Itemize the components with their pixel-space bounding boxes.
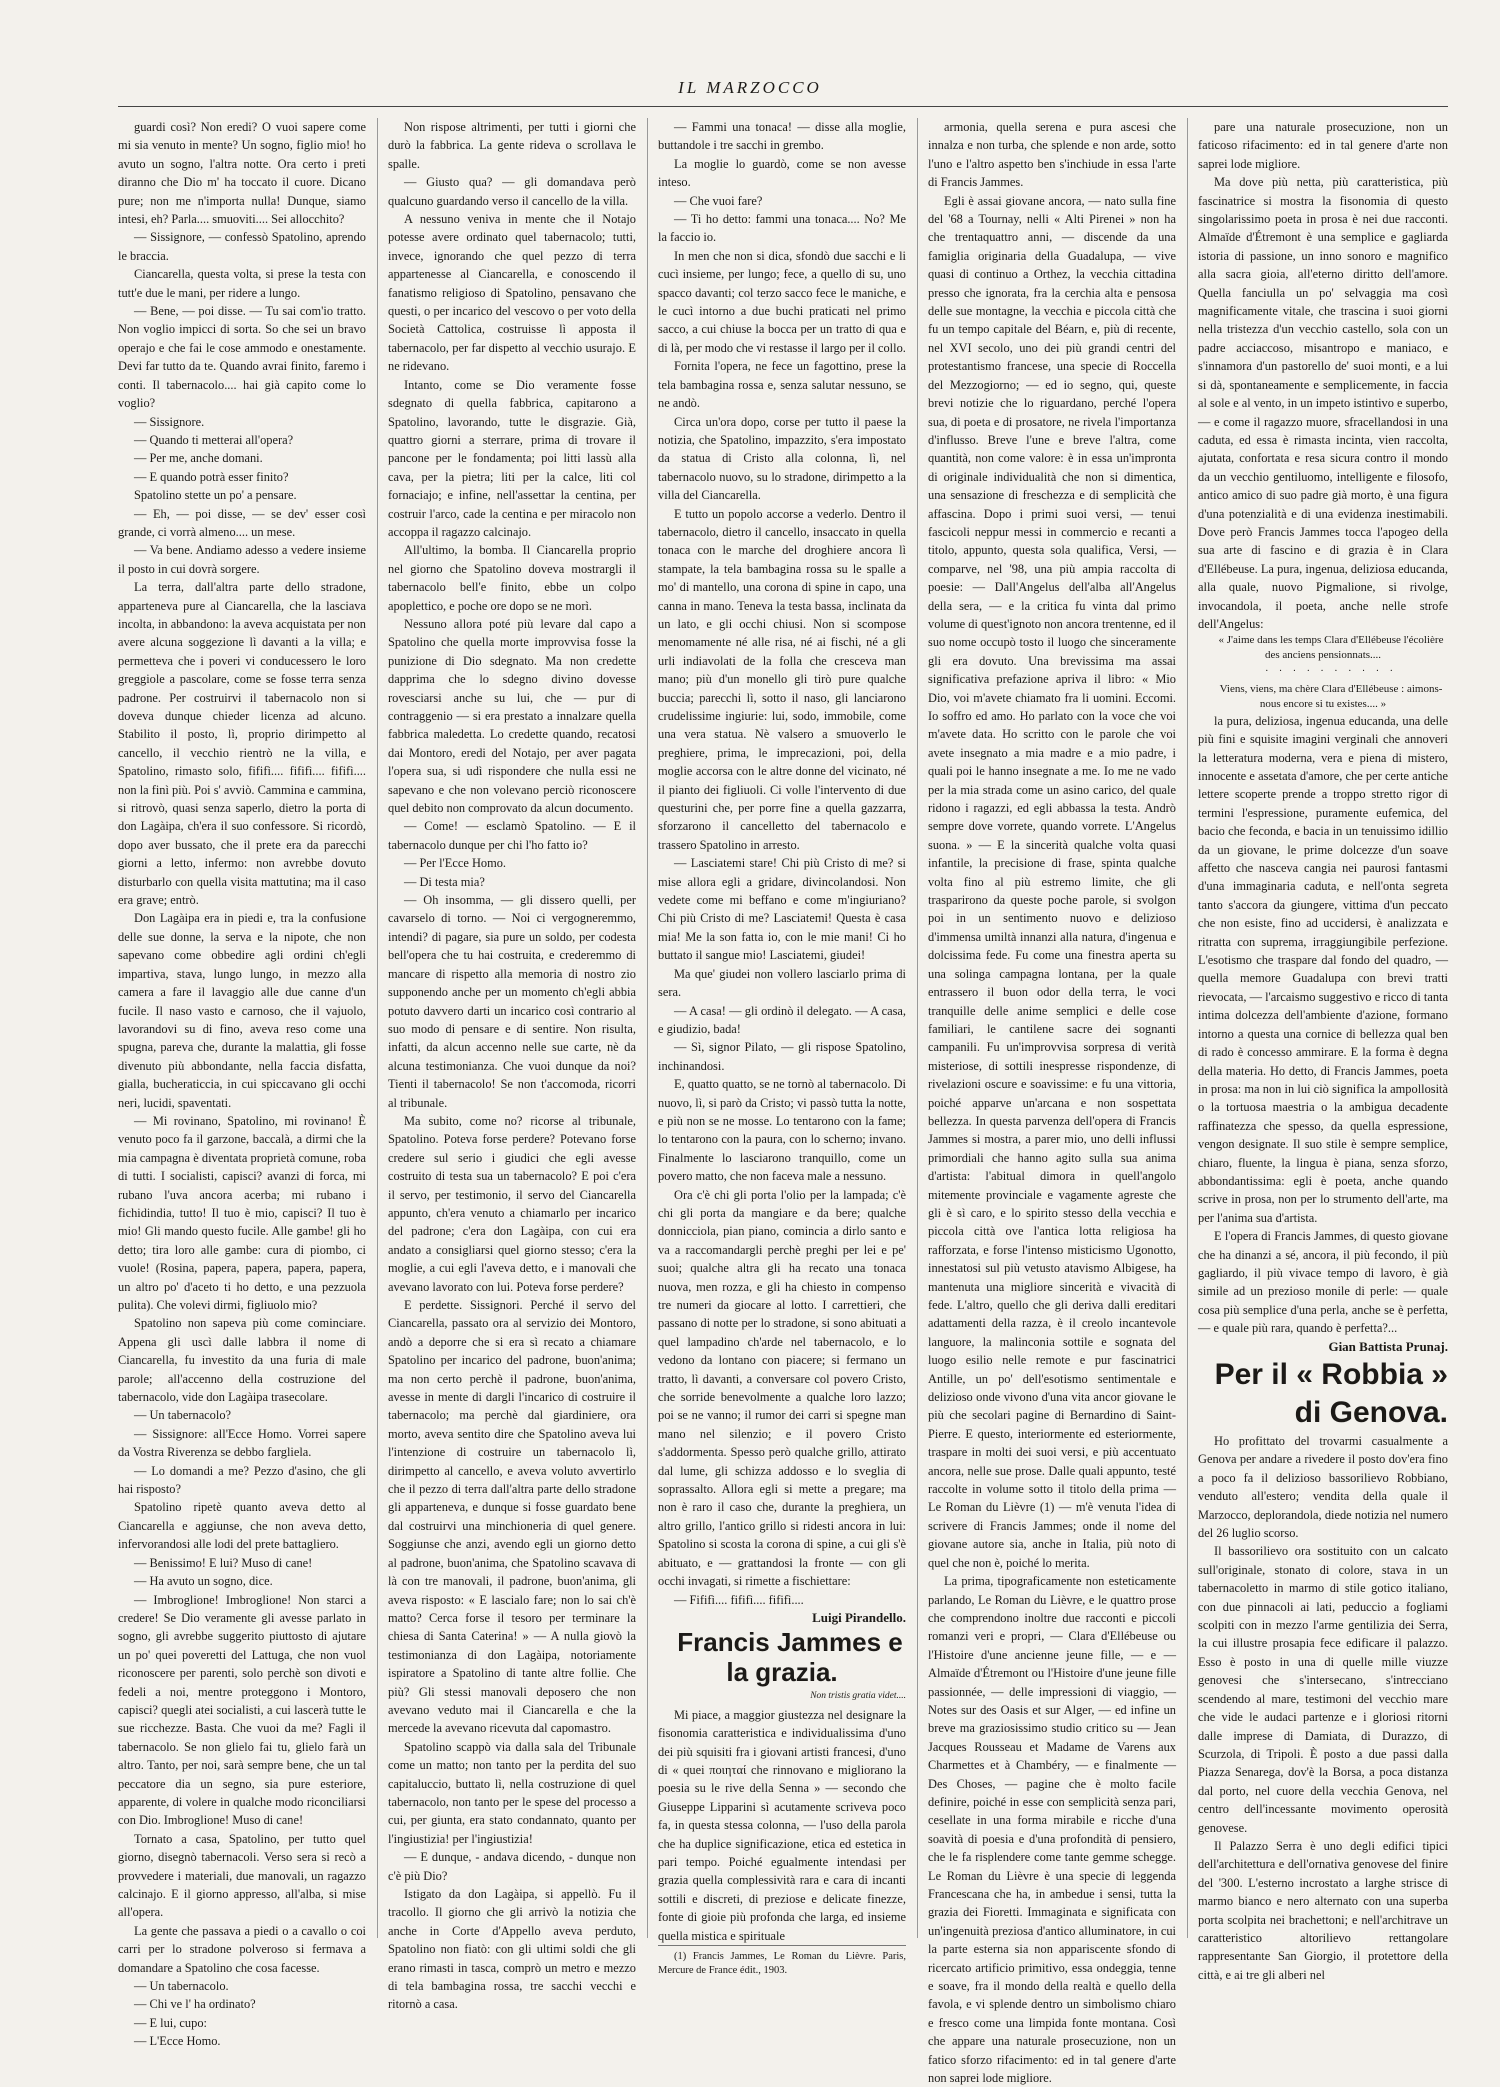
paragraph: — Ha avuto un sogno, dice. [134, 1574, 273, 1589]
paragraph: Ciancarella, questa volta, si prese la testa con tutt'e due le mani, per ridere a lungo. [118, 267, 366, 300]
paragraph: Spatolino non sapeva più come cominciare. Appena gli uscì dalle labbra il nome di Ciancarella, fu investito da una furia di male parole; all'accenno della costruzione del tabernacolo, vide don Lagàipa trasecolare. [118, 1316, 366, 1405]
paragraph: Egli è assai giovane ancora, — nato sulla fine del '68 a Tournay, nelli « Alti Pirenei » non ha che trentaquattro anni, — discende da una famiglia originaria della Guadalupa, — vive quasi di continuo a Orthez, la vecchia cittadina presso che ignorata, fra la cerchia alta e pensosa delle sue montagne, la vecchia e piccola città che fu un tempo capitale del Béarn, e, più di recente, nel XVI secolo, uno dei più grandi centri del protestantismo francese, una specie di Roccella del Mezzogiorno; — ed io segno, qui, queste brevi notizie che lo riguardano, perché l'opera sua, di poeta e di prosatore, ne rivela l'importanza d'influsso. Breve l'une e breve l'altra, come quantità, non come valore: è in essa un'impronta di originale individualità che non si dimentica, una sensazione di freschezza e di semplicità che affascina. Dopo i primi suoi versi, — tenui fascicoli neppur messi in commercio e recanti a titolo, appunto, questa sola qualifica, Versi, — comparve, nel '98, una più ampia raccolta di poesie: — Dall'Angelus dell'alba all'Angelus della sera, — e la critica fu vinta dal primo volume di quest'ignoto non ancora trentenne, ed il suo nome occupò tosto il luogo che sinceramente gli era dovuto. Una brevissima ma assai significativa prefazione apriva il libro: « Mio Dio, voi m'avete chiamato fra li uomini. Eccomi. Io soffro ed amo. Ho parlato con la voce che voi m'avete data. Ho scritto con le parole che voi avete insegnato a mia madre e a mio padre, i quali poi le hanno insegnate a me. Io me ne vado per la mia strada come un asino carico, del quale ridono i ragazzi, ed egli abbassa la testa. Andrò sempre dove vorrete, quando vorrete. L'Angelus suona. » — E la sincerità qualche volta quasi infantile, la precisione di frase, spinta qualche volta fino al più estremo limite, che gli trasparirono da queste poche parole, si svolgon poi in un sentimento nuovo e delizioso d'immensa umiltà innanzi alla natura, d'ingenua e dolcissima fede. Fu come una finestra aperta su una solinga campagna lontana, per la quale entrassero il buon odor della terra, le voci tranquille delle anime semplici e delle cose familiari, le cantilene sacre dei sognanti campanili. Fu un'improvvisa sorpresa di verità misteriose, di sottili inespresse rispondenze, di rivelazioni oscure e soavissime: e fu una vittoria, poiché apparve un'arcana e non sospettata bellezza. In questa parvenza dell'opera di Francis Jammes si mostra, a parer mio, uno delli influssi primordiali che hanno agito sulla sua anima d'artista: l'abitual dimora in quell'angolo mitemente provinciale e vagamente agreste che gli è sì caro, e lo spirito stesso della vecchia e piccola città ove l'antica lotta religiosa ha rafforzata, e forse l'intenso misticismo Ugonotto, innestatosi sul più vetusto atavismo Albigese, ha mantenuta una migliore sincerità e vivacità di fede. L'altro, quello che gli deriva dalli ereditari adattamenti della razza, è il creolo incantevole languore, la malinconia sottile e sognata del luogo esilio nelle remote e pur fascinatrici Antille, un po' dell'esotismo sentimentale e delizioso onde vivono d'una vita ancor giovane le più che secolari pagine di Bernardino di Saint-Pierre. E questo, interiormente ed esteriormente, traspare in molti dei suoi versi, e più accentuato ancora, nelle sue prose. Dalle quali appunto, testé raccolte in volume sotto il titolo della prima — Le Roman du Lièvre (1) — m'è venuta l'idea di scrivere di Francis Jammes; onde il nome del giovane autore sia, anche in Italia, più noto di quel che non è, poiché lo merita. [928, 193, 1176, 1570]
paragraph: — Per me, anche domani. [134, 451, 263, 466]
column-divider [1187, 118, 1188, 1938]
paragraph: — Va bene. Andiamo adesso a vedere insieme il posto in cui dovrà sorgere. [118, 543, 366, 576]
paragraph: — Lasciatemi stare! Chi più Cristo di me? si mise allora egli a gridare, divincolandosi. Non vedete come mi beffano e come m'ingiuriano? Chi più Cristo di me? Lasciatemi! Questa è casa mia! Me la son fatta io, con le mie mani! Ci ho buttato il sangue mio! Lasciatemi, giudei! [658, 856, 906, 963]
paragraph: — Imbroglione! Imbroglione! Non starci a credere! Se Dio veramente gli avesse parlato in sogno, gli avrebbe suggerito piuttosto di ajutare un po' quei poveretti del Lattuga, che non vuol riconoscere per parenti, solo perchè son divoti e fedeli a noi, mentre proteggono i Montoro, capisci? quegli atei socialisti, a cui lascerà tutte le sue ricchezze. Basta. Che vuoi da me? Fagli il tabernacolo. Se non glielo fai tu, glielo farà un altro. Tanto, per noi, sarà sempre bene, che un tal peccatore dia un segno, sia pure esteriore, apparente, di volere in qualche modo riconciliarsi con Dio. Imbroglione! Muso di cane! [118, 1592, 366, 1828]
paragraph: — Eh, — poi disse, — se dev' esser così grande, ci vorrà almeno.... un mese. [118, 506, 366, 539]
column-divider [377, 118, 378, 1938]
paragraph: Ma que' giudei non vollero lasciarlo prima di sera. [658, 966, 906, 1000]
header-rule [118, 106, 1448, 107]
paragraph: Nessuno allora poté più levare dal capo a Spatolino che quella morte improvvisa fosse la punizione di Dio sdegnato. Ma non credette dapprima che lo sdegno divino dovesse rovesciarsi anche su lui, che — pur di contraggenio — si era prestato a innalzare quella fabbrica maledetta. Lo credette quando, recatosi dai Montoro, eredi del Notajo, per aver pagata l'opera sua, si udì rispondere che nulla essi ne sapevano e che non volevano perciò riconoscere quel debito non comprovato da alcun documento. [388, 616, 636, 816]
paragraph: guardi così? Non eredi? O vuoi sapere come mi sia venuto in mente? Un sogno, figlio mio! ho avuto un sogno, l'altra notte. Ora certo i preti diranno che Dio m' ha toccato il cuore. Dicano pure; non me n'importa nulla! Dunque, siamo intesi, eh? Parla.... smuoviti.... Sei allocchito? [118, 120, 366, 227]
paragraph: — A casa! — gli ordinò il delegato. — A casa, e giudizio, bada! [658, 1003, 906, 1036]
paragraph: — Sì, signor Pilato, — gli rispose Spatolino, inchinandosi. [658, 1040, 906, 1073]
verse-quote: « J'aime dans les temps Clara d'Ellébeuse l'écolière des anciens pensionnats.... [1218, 634, 1444, 662]
paragraph: E perdette. Sissignori. Perché il servo del Ciancarella, passato ora al servizio dei Montoro, andò a deporre che si era sì recato a chiamare Spatolino per incarico del padrone, buon'anima; ma non certo perchè il padrone, buon'anima, avesse in mente di dargli l'incarico di costruire il tabernacolo; ma perchè dal giardiniere, ora morto, aveva sentito dire che Spatolino aveva lui l'intenzione di costruire un tabernacolo lì, dirimpetto al cancello, e aveva voluto avvertirlo che il pezzo di terra dall'altra parte dello stradone gli apparteneva, e dunque si fosse guardato bene dal costruirvi una minchioneria di quel genere. Soggiunse che anzi, avendo egli un giorno detto al padrone, buon'anima, che Spatolino scavava di là con tre manovali, il padrone, buon'anima, gli aveva risposto: « E lascialo fare; non lo sai ch'è matto? Cerca forse il tesoro per terminare la chiesa di Santa Caterina! » — A nulla giovò la testimonianza di don Lagàipa, notoriamente ispiratore a Spatolino di tante altre follie. Che più? Gli stessi manovali deposero che non avevano veduto mai il Ciancarella e che la mercede la avevano ricevuta dal capomastro. [388, 1298, 636, 1736]
paragraph: Spatolino scappò via dalla sala del Tribunale come un matto; non tanto per la perdita del suo capitaluccio, buttato lì, nella costruzione di quel tabernacolo, non tanto per le spese del processo a cui, per giunta, era stato condannato, quanto per l'ingiustizia! per l'ingiustizia! [388, 1739, 636, 1846]
page-header: IL MARZOCCO [678, 78, 822, 97]
paragraph: — Quando ti metterai all'opera? [134, 432, 294, 447]
paragraph: — Giusto qua? — gli domandava però qualcuno guardando verso il cancello de la villa. [388, 175, 636, 208]
paragraph: Don Lagàipa era in piedi e, tra la confusione delle sue donne, la serva e la nipote, che non sapevano come obbedire agli ordini ch'egli impartiva, stava, lungo lungo, in mezzo alla camera a fare il lavaggio alle due canne d'un fucile. Il naso vasto e carnoso, che il vajuolo, lavorandovi su di fino, aveva reso come una spugna, pareva che, durante la malattia, gli fosse divenuto più abbondante, nella faccia disfatta, gialla, bucheraticcia, in cui spiccavano gli occhi neri, lucidi, spaventati. [118, 911, 366, 1110]
paragraph: Ma dove più netta, più caratteristica, più fascinatrice si mostra la fisonomia di questo singolarissimo poeta in prosa è nei due racconti. Almaïde d'Étremont è una semplice e gagliarda istoria di passione, un inno sonoro e magnifico alla sacra gioia, all'eterno diritto dell'amore. Quella fanciulla un po' selvaggia ma così magnificamente vitale, che trascina i suoi giorni nella tristezza d'un vecchio castello, sola con un padre acciaccoso, misantropo e maniaco, e s'innamora d'un pastorello de' suoi monti, e a lui si dà, spontaneamente e semplicemente, in faccia al sole e al vento, in un impeto istintivo e superbo, — e come il ragazzo muore, sfracellandosi in una caduta, ed essa è rimasta incinta, vien raccolta, ajutata, confortata e resa sicura contro il mondo da un vecchio gentiluomo, intelligente e filosofo, antico amico di suo padre già morto, è una figura d'una potenzialità e di una evidenza inestimabili. Dove però Francis Jammes tocca l'apogeo della sua arte di fascino e di grazia è in Clara d'Ellébeuse. La pura, ingenua, deliziosa educanda, alla quale, nuovo Pigmalione, si rivolge, invocandola, il poeta, anche nelle strofe dell'Angelus: [1198, 175, 1448, 631]
paragraph: — Un tabernacolo. [134, 1979, 229, 1994]
paragraph: Non rispose altrimenti, per tutti i giorni che durò la fabbrica. La gente rideva o scrollava le spalle. [388, 120, 636, 171]
paragraph: — Che vuoi fare? [674, 193, 763, 208]
paragraph: Spatolino ripetè quanto aveva detto al Ciancarella e aggiunse, che non aveva detto, infervorandosi alle lodi del prete battagliero. [118, 1500, 366, 1552]
paragraph: — Chi ve l' ha ordinato? [134, 1997, 256, 2012]
paragraph: Istigato da don Lagàipa, si appellò. Fu il tracollo. Il giorno che gli arrivò la notizia che anche in Corte d'Appello aveva perduto, Spatolino non fiatò: con gli ultimi soldi che gli erano rimasti in tasca, comprò un metro e mezzo di tela bambagina rossa, tre sacchi vecchi e ritornò a casa. [388, 1887, 636, 2012]
paragraph: — Mi rovinano, Spatolino, mi rovinano! È venuto poco fa il garzone, baccalà, a dirmi che la mia campagna è diventata proprietà comune, roba di tutti. I socialisti, capisci? avanzi di forca, mi rubano l'uva ancora acerba; mi rubano i fichidindia, tutto! Il tuo è mio, capisci? Il tuo è mio! Gli mando questo fucile. Alle gambe! gli ho detto; tira loro alle gambe: cura di piombo, ci vuole! (Rosina, papera, papera, papera, papera, un altro po' d'aceto ti ho detto, e una pezzuola pulita). Che volevi dirmi, figliuolo mio? [118, 1113, 366, 1312]
paragraph: — Fammi una tonaca! — disse alla moglie, buttandole i tre sacchi in grembo. [658, 120, 906, 153]
paragraph: Circa un'ora dopo, corse per tutto il paese la notizia, che Spatolino, impazzito, s'era impostato da statua di Cristo alla colonna, lì, nel tabernacolo nuovo, su lo stradone, dirimpetto a la villa del Ciancarella. [658, 414, 906, 503]
column-divider [917, 118, 918, 1938]
paragraph: — Lo domandi a me? Pezzo d'asino, che gli hai risposto? [118, 1463, 366, 1497]
ellipsis-divider: · · · · · · · · · · [1265, 666, 1397, 678]
paragraph: Spatolino stette un po' a pensare. [134, 488, 297, 503]
paragraph: — Un tabernacolo? [134, 1408, 232, 1423]
verse-quote: Viens, viens, ma chère Clara d'Ellébeuse : aimons-nous encore si tu existes.... » [1219, 682, 1443, 710]
paragraph: Intanto, come se Dio veramente fosse sdegnato di quella fabbrica, capitarono a Spatolino, lavorando, tutte le disgrazie. Già, quattro giorni a sterrare, prima di trovare il pancone per le fondamenta; poi litti lassù alla cava, per la pietra; liti per la calce, liti col fornaciajo; e infine, nell'assettar la centina, per costruir l'arco, cade la centina e per miracolo non accoppa il ragazzo calcinajo. [388, 377, 636, 539]
signature: Luigi Pirandello. [812, 1609, 906, 1625]
paragraph: La terra, dall'altra parte dello stradone, apparteneva pure al Ciancarella, che la lasciava incolta, in abbandono: la aveva acquistata per non avere alcuna soggezione lì davanti a la villa; e permetteva che i poveri vi conducessero le loro greggiole a pascolare, come se fosse terra senza padrone. Per costruirvi il tabernacolo non si doveva dunque chieder licenza ad alcuno. Stabilito il posto, lì, proprio dirimpetto al cancello, il vecchio rientrò ne la villa, e Spatolino, rimasto solo, fififì.... fififì.... fififì.... non la finì più. Poi s' avviò. Cammina e cammina, si ritrovò, quasi senza saperlo, dietro la porta di don Lagàipa, ch'era il suo confessore. Si ricordò, dopo aver bussato, che il prete era da parecchi giorni a letto, infermo: non avrebbe dovuto disturbarlo con quella visita mattutina; ma il caso era grave; entrò. [118, 580, 366, 908]
epigraph: Non tristis gratia videt.... [810, 1691, 906, 1702]
paragraph: Mi piace, a maggior giustezza nel designare la fisonomia caratteristica e individualissima d'uno dei più squisiti fra i giovani artisti francesi, d'uno di « quei ποιηταί che rinnovano e migliorano la poesia su le rive della Senna » — secondo che Giuseppe Lipparini sì acutamente scriveva poco fa, in questa stessa colonna, — l'uso della parola che ha duplice significazione, etica ed estetica in pari tempo. Poiché egualmente intendasi per grazia quella complessività rara e cara di incanti sottili e discreti, di preziose e delicate finezze, fonte di gioie più profonda che larga, ed insieme quella mistica e spirituale [658, 1707, 906, 1943]
column-5 [1198, 118, 1448, 1982]
column-1 [118, 118, 366, 2049]
article-title: Per il « Robbia » di Genova. [1214, 1358, 1448, 1429]
paragraph: — E quando potrà esser finito? [134, 469, 289, 484]
paragraph: In men che non si dica, sfondò due sacchi e li cucì insieme, per lungo; fece, a quello di su, uno spacco davanti; col terzo sacco fece le maniche, e le cucì intorno a due buchi praticati nel primo sacco, a cui chiuse la bocca per un tratto di qua e di là, per modo che vi restasse il largo per il collo. [658, 248, 906, 355]
paragraph: Ora c'è chi gli porta l'olio per la lampada; c'è chi gli porta da mangiare e da bere; qualche donnicciola, pian piano, comincia a dirlo santo e va a raccomandargli perchè preghi per lei e pe' suoi; qualche altra gli ha recato una tonaca nuova, men rozza, e gli ha chiesto in compenso tre numeri da giocare al lotto. I carrettieri, che passano di notte per lo stradone, si sono abituati a quel lampadino ch'arde nel tabernacolo, e lo vedono da lontano con piacere; si fermano un tratto, lì davanti, a conversare col povero Cristo, che sorride benevolmente a qualche loro lazzo; poi se ne vanno; il rumor dei carri si spegne man mano nel silenzio; e il povero Cristo s'addormenta. Spesso però qualche grillo, attirato dal lume, gli schizza addosso e lo sveglia di soprassalto. Allora egli si mette a pregare; ma non è raro il caso che, durante la preghiera, un altro grillo, l'antico grillo si ridesti ancora in lui: Spatolino si scosta la corona di spine, a cui gli s'è abituato, e — grattandosi la fronte — con gli occhi invagati, si rimette a fischiettare: [658, 1187, 906, 1589]
paragraph: armonia, quella serena e pura ascesi che innalza e non turba, che splende e non arde, sotto l'uno e l'altro aspetto ben s'inchiude in essa l'arte di Francis Jammes. [928, 120, 1176, 190]
paragraph: — Benissimo! E lui? Muso di cane! [134, 1555, 313, 1570]
paragraph: — Sissignore. [134, 414, 205, 429]
paragraph: La moglie lo guardò, come se non avesse inteso. [658, 156, 906, 190]
paragraph: E l'opera di Francis Jammes, di questo giovane che ha dinanzi a sé, ancora, il più fecondo, il più gagliardo, il più vivace tempo di lavoro, è già simile ad un prezioso monile di perle: — quale cosa più semplice d'una perla, anche se è perfetta, — e quale più rara, quando è perfetta?... [1198, 1229, 1448, 1336]
paragraph: — Come! — esclamò Spatolino. — E il tabernacolo dunque per chi l'ho fatto io? [388, 819, 636, 852]
paragraph: — Ti ho detto: fammi una tonaca.... No? Me la faccio io. [658, 212, 906, 245]
paragraph: La gente che passava a piedi o a cavallo o coi carri per lo stradone polveroso si fermava a domandare a Spatolino che cosa facesse. [118, 1923, 366, 1975]
paragraph: Fornita l'opera, ne fece un fagottino, prese la tela bambagina rossa e, senza salutar nessuno, se ne andò. [658, 359, 906, 411]
paragraph: E, quatto quatto, se ne tornò al tabernacolo. Di nuovo, lì, si parò da Cristo; vi passò tutta la notte, e più non se ne mosse. Lo tentarono con la fame; lo tentarono con la paura, con lo scherno; invano. Finalmente lo lasciarono tranquillo, come un povero matto, che non faceva male a nessuno. [658, 1077, 906, 1184]
paragraph: — Fififì.... fififì.... fififì.... [674, 1592, 804, 1607]
paragraph: — Oh insomma, — gli dissero quelli, per cavarselo di torno. — Noi ci vergogneremmo, intendi? di pagare, sia pure un soldo, per codesta bell'opera che tu hai costruita, e crederemmo di mancare di rispetto alla memoria di nostro zio supponendo anche per un momento ch'egli abbia potuto davvero darti un incarico così contrario al suo modo di pensare e di sentire. Non risulta, infatti, da alcun accenno nelle sue carte, nè da alcuna testimonianza. Che vuoi dunque da noi? Tienti il tabernacolo! Se non t'accomoda, ricorri al tribunale. [388, 893, 636, 1110]
signature: Gian Battista Prunaj. [1328, 1338, 1448, 1354]
paragraph: — Bene, — poi disse. — Tu sai com'io tratto. Non voglio impicci di sorta. So che sei un bravo operajo e che fai le cose ammodo e onestamente. Devi far tutto da te. Quando avrai finito, faremo i conti. Il tabernacolo.... hai già capito come lo voglio? [118, 304, 366, 411]
page-columns [118, 118, 1448, 2086]
paragraph: pare una naturale prosecuzione, non un faticoso rifacimento: ed in tal genere d'arte non saprei lode migliore. [1198, 120, 1448, 171]
paragraph: La prima, tipograficamente non esteticamente parlando, Le Roman du Lièvre, e le quattro prose che comprendono inoltre due racconti e piccoli romanzi veri e propri, — Clara d'Ellébeuse ou l'Histoire d'une ancienne jeune fille, — e — Almaïde d'Étremont ou l'Histoire d'une jeune fille passionnée, — delle impressioni di viaggio, — Notes sur des Oasis et sur Alger, — ed infine un breve ma graziosissimo studio critico su — Jean Jacques Rousseau et Madame de Varens aux Charmettes et à Chambéry, — e finalmente — Des Choses, — pagine che è molto facile definire, poiché in esse con semplicità senza pari, cesellate in una forma mirabile e ricche d'una soavità di poesia e d'una profondità di pensiero, che le fa risplendere come tante gemme schegge. Le Roman du Lièvre è una specie di leggenda Francescana che ha, in ambedue i sensi, tutta la grazia dei Fioretti. Immaginata e significata con un'ingenuità preziosa d'antico alluminatore, in cui la parte esterna sia non appariscente sfondo di ricercato artificio primitivo, essa ondeggia, tenne e soave, fra il mondo della realtà e quello della favola, e vi splende dentro un simbolismo chiaro e fresco come una limpida fonte montana. Così che appare una naturale prosecuzione, non un fatico sforzo rifacimento: ed in tal genere d'arte non saprei lode migliore. [928, 1574, 1176, 2086]
column-2 [388, 118, 636, 2012]
paragraph: Ho profittato del trovarmi casualmente a Genova per andare a rivedere il posto dov'era fino a poco fa il delizioso bassorilievo Robbiano, venduto all'estero; vendita della quale il Marzocco, deplorandola, diede notizia nel numero del 26 luglio scorso. [1198, 1434, 1448, 1541]
paragraph: Il bassorilievo ora sostituito con un calcato sull'originale, stonato di colore, stava in un tabernacoletto in marmo di stile gotico italiano, con due pinnacoli ai lati, peduccio a fogliami scolpiti con in mezzo l'arme gentilizia dei Serra, la cui illustre prosapia fece edificare il palazzo. Esso è posto in una di quelle mille viuzze genovesi che s'intersecano, s'intrecciano scendendo al mare, testimoni del vecchio mare che vide le audaci partenze e i gloriosi ritorni dalle imprese di Damiata, di Durazzo, di Scurzola, di Tripoli. È posto a due passi dalla Piazza Senarega, dov'è la Borsa, a poca distanza dal porto, nel cuore della vecchia Genova, nel centro dell'incessante movimento operosità genovese. [1198, 1544, 1448, 1835]
paragraph: All'ultimo, la bomba. Il Ciancarella proprio nel giorno che Spatolino doveva mostrargli il tabernacolo bell'e finito, ebbe un colpo apoplettico, e poche ore dopo se ne morì. [388, 543, 636, 613]
paragraph: — E dunque, - andava dicendo, - dunque non c'è più Dio? [388, 1850, 636, 1883]
paragraph: Tornato a casa, Spatolino, per tutto quel giorno, disegnò tabernacoli. Verso sera si recò a provvedere i materiali, due manovali, un ragazzo calcinajo. E il giorno appresso, all'alba, si mise all'opera. [118, 1831, 366, 1920]
paragraph: la pura, deliziosa, ingenua educanda, una delle più fini e squisite imagini verginali che annoveri la letteratura moderna, vera e piena di mistero, innocente e assetata d'amore, che per certe antiche lettere scoperte prende a troppo stretto rigor di termini l'espressione, puramente eufemica, del bacio che feconda, e bacia in un tenuissimo idillio da un giovane, le prime dolcezze d'un soave affetto che nasceva cangia nei paurosi fantasmi d'una immaginaria caduta, e nell'onta segreta tanto s'accora da giungere, vittima d'un peccato che non esiste, fino ad uccidersi, è analizzata e ritratta con suprema, irraggiungibile perfezione. L'esotismo che traspare dal fondo del quadro, — quella memore Guadalupa con brevi tratti rievocata, — l'arcaismo suggestivo e ricco di tanta intima dolcezza dell'ambiente d'azione, formano intorno a questa una cornice di bellezza qual ben di rado è concesso ammirare. E la forma è degna della materia. Ho detto, di Francis Jammes, poeta in prosa: ma non in lui ciò significa la ampollosità o la tortuosa maestria o la ambigua decadente raffinatezza che spesso, da quella espressione, vengon designate. Il suo stile è sempre semplice, chiaro, fluente, la lingua è piana, senza sforzo, abbondantissima: egli è poeta, anche quando scrive in prosa, non per lo strumento dell'arte, ma per l'anima sua d'artista. [1198, 713, 1448, 1225]
paragraph: A nessuno veniva in mente che il Notajo potesse avere ordinato quel tabernacolo; tutti, invece, ignorando che quel pezzo di terra appartenesse al Ciancarella, e conoscendo il fanatismo religioso di Spatolino, pensavano che questi, o per incarico del vescovo o per voto della Società Cattolica, costruisse lì apposta il tabernacolo, per far dispetto al vecchio usurajo. E ne ridevano. [388, 212, 636, 374]
column-4 [928, 118, 1176, 2086]
paragraph: — Per l'Ecce Homo. [404, 856, 507, 871]
column-3 [658, 118, 906, 1976]
footnote: (1) Francis Jammes, Le Roman du Lièvre. Paris, Mercure de France édit., 1903. [658, 1945, 906, 1978]
paragraph: E tutto un popolo accorse a vederlo. Dentro il tabernacolo, dietro il cancello, insaccato in quella tonaca con le marche del droghiere ancora lì stampate, la tela bambagina rossa su le spalle a mo' di mantello, una corona di spine in capo, una canna in mano. Teneva la testa bassa, inclinata da un lato, e gli occhi chiusi. Non si scompose menomamente né alle risa, né ai fischi, né a gli urli indiavolati de la folla che cresceva man mano; più d'un monello gli tirò pure qualche buccia; parecchi lì, sotto il naso, gli lanciarono crudelissime ingiurie: lui, sodo, immobile, come una vera statua. Nè valsero a smuoverlo le preghiere, prima, le imprecazioni, poi, della moglie accorsa con le altre donne del vicinato, né il pianto dei figliuoli. Ci volle l'intervento di due questurini che, per porre fine a quella gazzarra, sforzarono il cancelletto del tabernacolo e trassero Spatolino in arresto. [658, 506, 906, 852]
column-divider [647, 118, 648, 1938]
paragraph: — L'Ecce Homo. [134, 2034, 221, 2049]
paragraph: — E lui, cupo: [134, 2015, 207, 2030]
paragraph: Il Palazzo Serra è uno degli edifici tipici dell'architettura e dell'ornativa genovese del finire del '300. L'esterno incrostato a larghe strisce di marmo bianco e nero alternato con una superba porta scolpita nei brachettoni; e nell'architrave un caratteristico altorilievo rettangolare rappresentante San Giorgio, il protettore della città, e ai tre gli alberi nel [1198, 1838, 1448, 1982]
paragraph: — Di testa mia? [404, 874, 485, 889]
article-title: Francis Jammes e la grazia. [677, 1627, 903, 1688]
paragraph: — Sissignore, — confessò Spatolino, aprendo le braccia. [118, 230, 366, 263]
paragraph: — Sissignore: all'Ecce Homo. Vorrei sapere da Vostra Riverenza se debbo fargliela. [118, 1426, 366, 1460]
paragraph: Ma subito, come no? ricorse al tribunale, Spatolino. Poteva forse perdere? Potevano forse credere sul serio i giudici che egli avesse costruito di testa sua un tabernacolo? E poi c'era il servo, per testimonio, il servo del Ciancarella appunto, ch'era venuto a chiamarlo per incarico del padrone; c'era don Lagàipa, con cui era andato a consigliarsi quel giorno stesso; c'era la moglie, a cui egli l'aveva detto, e i manovali che avevano lavorato con lui. Poteva forse perdere? [388, 1113, 636, 1294]
